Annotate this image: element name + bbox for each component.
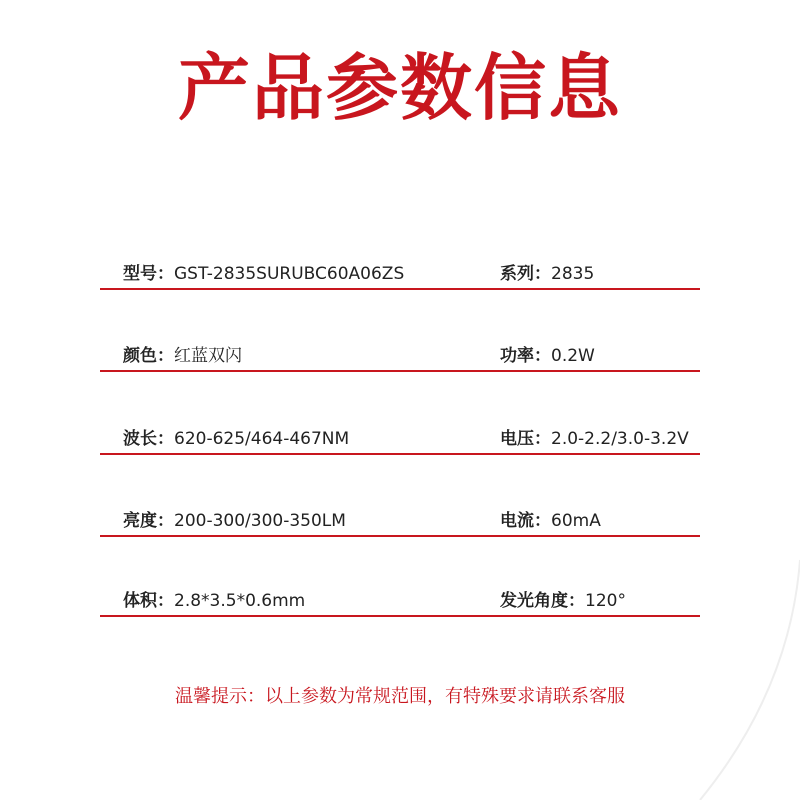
spec-cell-color bbox=[123, 344, 242, 368]
spec-cell-power bbox=[500, 344, 595, 368]
spec-cell-model bbox=[123, 262, 404, 286]
spec-label-power: 功率： bbox=[500, 346, 551, 366]
spec-value-model: GST-2835SURUBC60A06ZS bbox=[174, 264, 405, 284]
spec-value-current: 60mA bbox=[551, 511, 601, 531]
spec-value-color: 红蓝双闪 bbox=[174, 346, 242, 366]
spec-divider bbox=[100, 453, 700, 455]
spec-label-series: 系列： bbox=[500, 264, 551, 284]
footer-note: 温馨提示：以上参数为常规范围，有特殊要求请联系客服 bbox=[175, 686, 625, 707]
spec-cell-size bbox=[123, 589, 305, 613]
spec-value-voltage: 2.0-2.2/3.0-3.2V bbox=[551, 429, 689, 449]
spec-label-color: 颜色： bbox=[123, 346, 174, 366]
spec-value-size: 2.8*3.5*0.6mm bbox=[174, 591, 306, 611]
spec-label-size: 体积： bbox=[123, 591, 174, 611]
spec-value-power: 0.2W bbox=[551, 346, 595, 366]
arc-line bbox=[700, 560, 800, 800]
spec-divider bbox=[100, 615, 700, 617]
spec-cell-voltage bbox=[500, 427, 689, 451]
spec-row-1 bbox=[100, 262, 700, 302]
spec-row-3 bbox=[100, 427, 700, 467]
spec-cell-angle bbox=[500, 589, 626, 613]
spec-cell-series bbox=[500, 262, 594, 286]
page-title: 产品参数信息 bbox=[177, 46, 622, 130]
spec-row-2 bbox=[100, 344, 700, 384]
spec-label-current: 电流： bbox=[500, 511, 551, 531]
spec-value-brightness: 200-300/300-350LM bbox=[174, 511, 346, 531]
spec-row-5 bbox=[100, 589, 700, 629]
spec-label-model: 型号： bbox=[123, 264, 174, 284]
spec-label-brightness: 亮度： bbox=[123, 511, 174, 531]
spec-cell-current bbox=[500, 509, 601, 533]
spec-cell-wavelength bbox=[123, 427, 349, 451]
spec-row-4 bbox=[100, 509, 700, 549]
spec-label-wavelength: 波长： bbox=[123, 429, 174, 449]
spec-value-angle: 120° bbox=[585, 591, 626, 611]
spec-label-angle: 发光角度： bbox=[500, 591, 585, 611]
spec-value-wavelength: 620-625/464-467NM bbox=[174, 429, 350, 449]
spec-label-voltage: 电压： bbox=[500, 429, 551, 449]
spec-divider bbox=[100, 535, 700, 537]
spec-divider bbox=[100, 288, 700, 290]
spec-cell-brightness bbox=[123, 509, 346, 533]
spec-value-series: 2835 bbox=[551, 264, 595, 284]
spec-divider bbox=[100, 370, 700, 372]
